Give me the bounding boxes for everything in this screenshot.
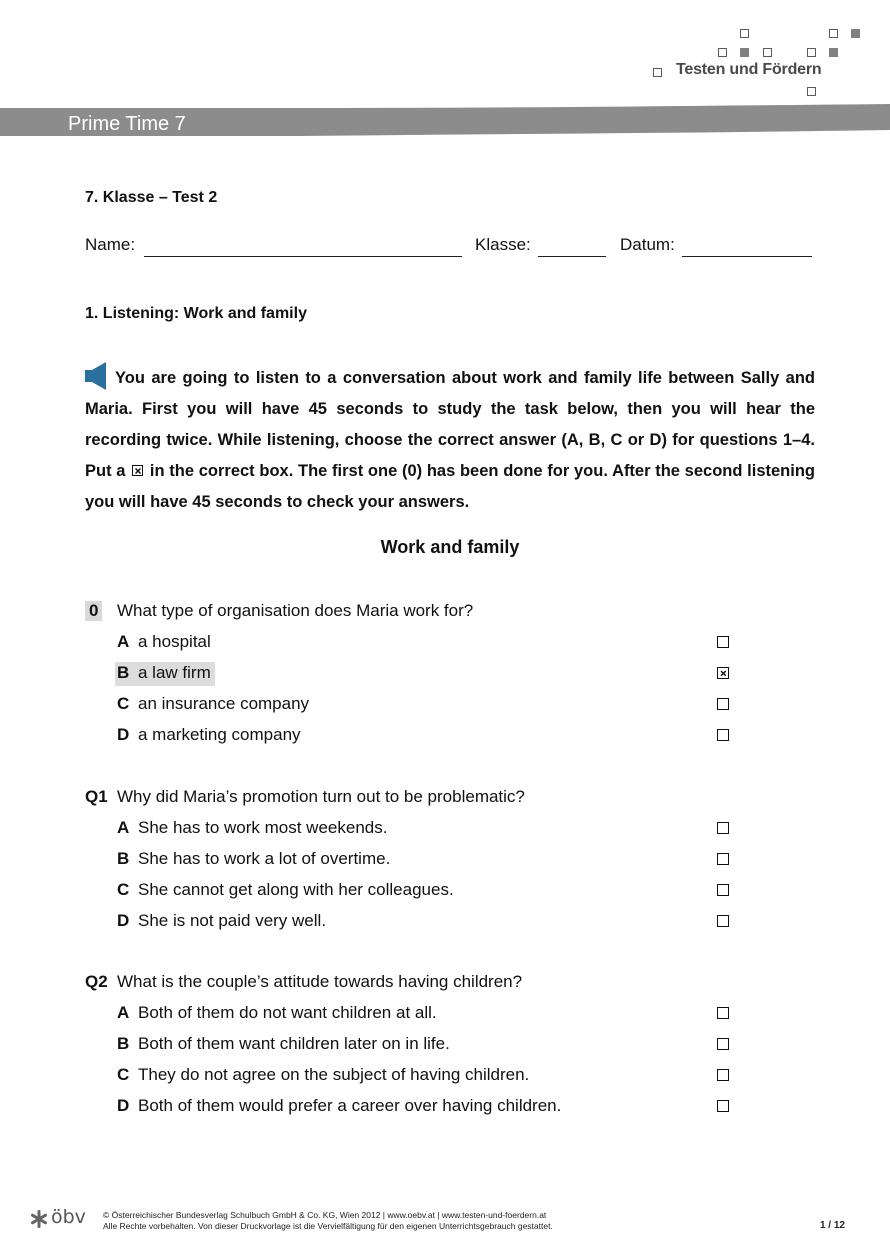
option-text: They do not agree on the subject of having children. xyxy=(138,1065,530,1084)
page-number: 1 / 12 xyxy=(819,1220,845,1231)
option-d xyxy=(117,911,815,933)
option-letter: A xyxy=(117,632,130,651)
question-text: What type of organisation does Maria work for? xyxy=(117,601,474,620)
option-letter: B xyxy=(117,849,130,868)
name-label: Name: xyxy=(85,235,136,254)
answer-checkbox[interactable] xyxy=(717,853,729,865)
option-letter: C xyxy=(117,1065,130,1084)
option-letter: B xyxy=(117,663,130,682)
option-text: Both of them would prefer a career over having children. xyxy=(138,1096,562,1115)
option-a xyxy=(117,818,815,840)
option-letter: B xyxy=(117,1034,130,1053)
option-text: She has to work a lot of overtime. xyxy=(138,849,391,868)
class-field[interactable] xyxy=(538,256,606,257)
option-text: an insurance company xyxy=(138,694,310,713)
answer-checkbox[interactable] xyxy=(717,729,729,741)
task-title: Work and family xyxy=(380,537,520,557)
answer-checkbox[interactable] xyxy=(717,1069,729,1081)
option-a xyxy=(117,1003,815,1025)
oebv-logo xyxy=(29,1208,89,1230)
option-text: Both of them do not want children at all. xyxy=(138,1003,437,1022)
answer-checkbox-checked[interactable] xyxy=(717,667,729,679)
option-letter: C xyxy=(117,880,130,899)
speaker-icon xyxy=(85,362,109,390)
option-letter: C xyxy=(117,694,130,713)
answer-checkbox[interactable] xyxy=(717,822,729,834)
option-letter: D xyxy=(117,1096,130,1115)
option-b xyxy=(117,1034,815,1056)
option-text: Both of them want children later on in life. xyxy=(138,1034,450,1053)
question-number: 0 xyxy=(85,601,102,621)
option-text: She is not paid very well. xyxy=(138,911,327,930)
class-label: Klasse: xyxy=(475,235,531,254)
option-b xyxy=(117,663,815,685)
answer-checkbox[interactable] xyxy=(717,915,729,927)
instructions-text-part1: You are going to listen to a conversation about work and family life between Sally and Maria. First you will have 45 seconds to study the task below, then you will hear the recording twice. While listening, choose the correct answer (A, B, C or D) for questions 1–4. Put a xyxy=(85,369,815,480)
question-text: What is the couple’s attitude towards having children? xyxy=(117,972,523,991)
rights-line: Alle Rechte vorbehalten. Von dieser Druckvorlage ist die Vervielfältigung für den eigenen Unterrichtsgebrauch gestattet. xyxy=(103,1221,553,1231)
section-title: 1. Listening: Work and family xyxy=(85,305,307,322)
header-banner xyxy=(0,0,890,150)
question-number: Q1 xyxy=(85,787,108,806)
answer-checkbox[interactable] xyxy=(717,1007,729,1019)
task-instructions xyxy=(85,362,815,518)
answer-checkbox[interactable] xyxy=(717,1038,729,1050)
star-icon xyxy=(29,1209,49,1229)
option-text: She cannot get along with her colleagues. xyxy=(138,880,454,899)
option-d xyxy=(117,725,815,747)
date-label: Datum: xyxy=(620,235,675,254)
footer-copyright xyxy=(103,1210,553,1232)
oebv-logo-text: öbv xyxy=(51,1206,86,1228)
option-letter: A xyxy=(117,818,130,837)
copyright-line: © Österreichischer Bundesverlag Schulbuch GmbH & Co. KG, Wien 2012 | www.oebv.at | www.testen-und-foerdern.at xyxy=(103,1210,547,1220)
option-text: a hospital xyxy=(138,632,211,651)
answer-checkbox[interactable] xyxy=(717,1100,729,1112)
option-text: a law firm xyxy=(138,663,211,682)
option-text: a marketing company xyxy=(138,725,301,744)
date-field[interactable] xyxy=(682,256,812,257)
instructions-text-part2: in the correct box. The first one (0) has been done for you. After the second listening you will have 45 seconds to check your answers. xyxy=(85,462,815,511)
student-info-row xyxy=(85,235,815,259)
question-number: Q2 xyxy=(85,972,108,991)
option-letter: A xyxy=(117,1003,130,1022)
logo-text: Testen und Fördern xyxy=(676,61,822,78)
option-c xyxy=(117,880,815,902)
name-field[interactable] xyxy=(144,256,462,257)
option-c xyxy=(117,694,815,716)
answer-checkbox[interactable] xyxy=(717,636,729,648)
option-text: She has to work most weekends. xyxy=(138,818,388,837)
option-letter: D xyxy=(117,725,130,744)
option-letter: D xyxy=(117,911,130,930)
option-b xyxy=(117,849,815,871)
answer-checkbox[interactable] xyxy=(717,884,729,896)
test-title: 7. Klasse – Test 2 xyxy=(85,189,218,206)
crossed-box-icon xyxy=(132,465,143,476)
option-d xyxy=(117,1096,815,1118)
banner-title: Prime Time 7 xyxy=(68,113,186,135)
question-text: Why did Maria’s promotion turn out to be problematic? xyxy=(117,787,525,806)
option-a xyxy=(117,632,815,654)
option-c xyxy=(117,1065,815,1087)
answer-checkbox[interactable] xyxy=(717,698,729,710)
cross-mark-icon xyxy=(718,668,730,680)
